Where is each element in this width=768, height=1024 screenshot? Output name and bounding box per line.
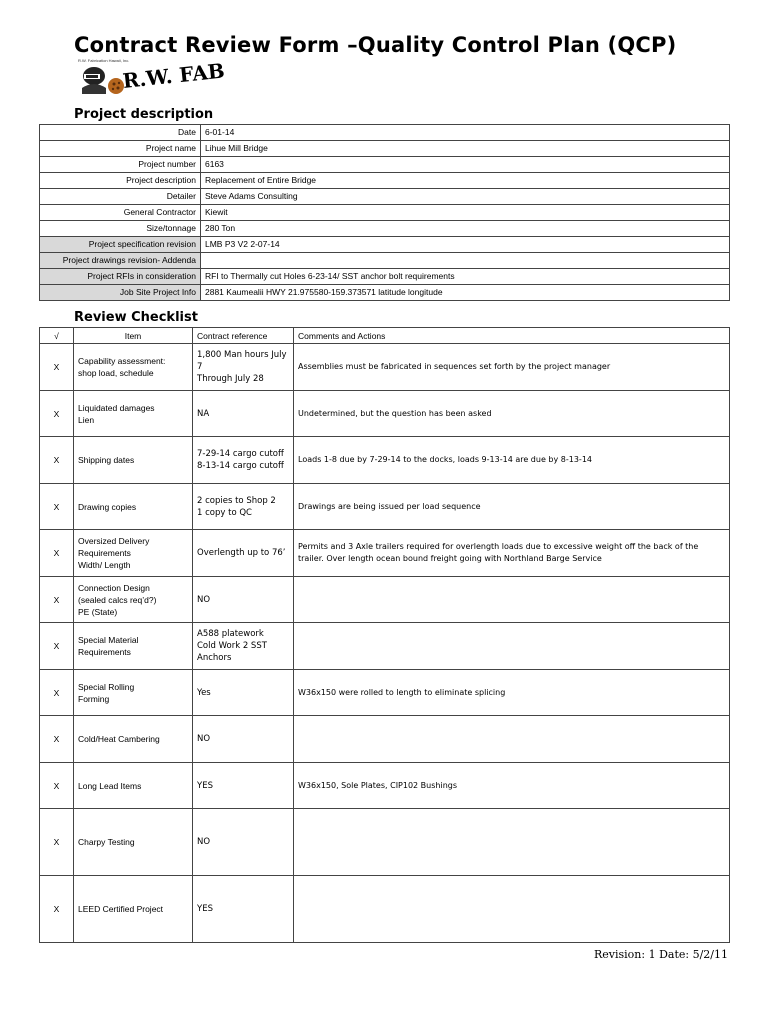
checklist-item: Charpy Testing (74, 809, 193, 876)
project-row (40, 173, 730, 189)
project-row-value: 6-01-14 (201, 125, 730, 141)
checklist-row (40, 437, 730, 484)
project-row (40, 141, 730, 157)
checklist-comment (294, 577, 730, 623)
checklist-comment (294, 809, 730, 876)
project-row-label: Project specification revision (40, 237, 201, 253)
checklist-item: Capability assessment: shop load, schedule (74, 344, 193, 391)
project-description-table (39, 124, 730, 301)
project-row-value (201, 253, 730, 269)
checklist-row (40, 670, 730, 716)
project-row-label: Project number (40, 157, 201, 173)
checklist-mark: X (40, 530, 74, 577)
checklist-mark: X (40, 484, 74, 530)
checklist-mark: X (40, 716, 74, 763)
checklist-row (40, 623, 730, 670)
checklist-comment: Permits and 3 Axle trailers required for overlength loads due to excessive weight off the back of the trailer. Over length ocean bound freight going with Northland Barge Service (294, 530, 730, 577)
project-row-label: Project RFIs in consideration (40, 269, 201, 285)
checklist-comment: Assemblies must be fabricated in sequences set forth by the project manager (294, 344, 730, 391)
checklist-reference: Overlength up to 76’ (193, 530, 294, 577)
project-row-value: Steve Adams Consulting (201, 189, 730, 205)
form-title: Contract Review Form –Quality Control Plan (QCP) (74, 33, 677, 57)
logo-tagline: R.W. Fabrication Hawaii, Inc. (78, 58, 130, 63)
checklist-item: Shipping dates (74, 437, 193, 484)
checklist-comment (294, 876, 730, 943)
checklist-item: Special Material Requirements (74, 623, 193, 670)
checklist-row (40, 809, 730, 876)
project-row-label: Project drawings revision- Addenda (40, 253, 201, 269)
project-row (40, 189, 730, 205)
checklist-row (40, 763, 730, 809)
project-row (40, 285, 730, 301)
checklist-row (40, 391, 730, 437)
project-row (40, 253, 730, 269)
project-row-value: Replacement of Entire Bridge (201, 173, 730, 189)
checklist-comment: Undetermined, but the question has been asked (294, 391, 730, 437)
header-comments: Comments and Actions (294, 328, 730, 344)
header-contract-reference: Contract reference (193, 328, 294, 344)
checklist-comment: W36x150 were rolled to length to eliminate splicing (294, 670, 730, 716)
checklist-row (40, 484, 730, 530)
checklist-comment: W36x150, Sole Plates, CIP102 Bushings (294, 763, 730, 809)
checklist-mark: X (40, 437, 74, 484)
project-row (40, 157, 730, 173)
project-row-label: Date (40, 125, 201, 141)
checklist-row (40, 876, 730, 943)
checklist-reference: 7-29-14 cargo cutoff 8-13-14 cargo cutoff (193, 437, 294, 484)
logo-name: R.W. FAB (121, 58, 226, 93)
checklist-mark: X (40, 344, 74, 391)
project-row-value: 6163 (201, 157, 730, 173)
checklist-reference: NO (193, 577, 294, 623)
project-row (40, 237, 730, 253)
checklist-reference: NO (193, 809, 294, 876)
project-row-value: Kiewit (201, 205, 730, 221)
checklist-mark: X (40, 670, 74, 716)
checklist-item: Liquidated damages Lien (74, 391, 193, 437)
project-row (40, 221, 730, 237)
project-row-label: Job Site Project Info (40, 285, 201, 301)
checklist-mark: X (40, 577, 74, 623)
welder-icon (78, 62, 126, 98)
project-row-label: Size/tonnage (40, 221, 201, 237)
checklist-row (40, 716, 730, 763)
checklist-mark: X (40, 763, 74, 809)
checklist-mark: X (40, 876, 74, 943)
checklist-comment: Loads 1-8 due by 7-29-14 to the docks, loads 9-13-14 are due by 8-13-14 (294, 437, 730, 484)
checklist-reference: NO (193, 716, 294, 763)
checklist-row (40, 577, 730, 623)
project-row-value: LMB P3 V2 2-07-14 (201, 237, 730, 253)
project-row-value: 2881 Kaumealii HWY 21.975580-159.373571 latitude longitude (201, 285, 730, 301)
checklist-item: Special Rolling Forming (74, 670, 193, 716)
checklist-reference: Yes (193, 670, 294, 716)
checklist-comment (294, 623, 730, 670)
project-row (40, 125, 730, 141)
checklist-item: Drawing copies (74, 484, 193, 530)
checklist-reference: 2 copies to Shop 2 1 copy to QC (193, 484, 294, 530)
header-check: √ (40, 328, 74, 344)
project-row-label: Detailer (40, 189, 201, 205)
checklist-mark: X (40, 809, 74, 876)
checklist-reference: A588 platework Cold Work 2 SST Anchors (193, 623, 294, 670)
checklist-comment (294, 716, 730, 763)
checklist-row (40, 344, 730, 391)
project-row-value: 280 Ton (201, 221, 730, 237)
checklist-item: Long Lead Items (74, 763, 193, 809)
header-item: Item (74, 328, 193, 344)
checklist-item: LEED Certified Project (74, 876, 193, 943)
project-row (40, 205, 730, 221)
review-checklist-heading: Review Checklist (74, 310, 198, 325)
checklist-item: Oversized Delivery Requirements Width/ Length (74, 530, 193, 577)
checklist-item: Cold/Heat Cambering (74, 716, 193, 763)
checklist-comment: Drawings are being issued per load sequence (294, 484, 730, 530)
project-row-value: Lihue Mill Bridge (201, 141, 730, 157)
checklist-reference: NA (193, 391, 294, 437)
checklist-reference: YES (193, 876, 294, 943)
project-row-label: General Contractor (40, 205, 201, 221)
review-checklist-table (39, 327, 730, 943)
company-logo (74, 58, 284, 98)
checklist-header-row (40, 328, 730, 344)
checklist-item: Connection Design (sealed calcs req’d?) PE (State) (74, 577, 193, 623)
checklist-reference: 1,800 Man hours July 7 Through July 28 (193, 344, 294, 391)
checklist-row (40, 530, 730, 577)
project-row (40, 269, 730, 285)
checklist-mark: X (40, 391, 74, 437)
revision-footer: Revision: 1 Date: 5/2/11 (593, 948, 728, 961)
checklist-reference: YES (193, 763, 294, 809)
project-row-value: RFI to Thermally cut Holes 6-23-14/ SST anchor bolt requirements (201, 269, 730, 285)
checklist-mark: X (40, 623, 74, 670)
project-row-label: Project name (40, 141, 201, 157)
project-row-label: Project description (40, 173, 201, 189)
project-description-heading: Project description (74, 107, 214, 122)
